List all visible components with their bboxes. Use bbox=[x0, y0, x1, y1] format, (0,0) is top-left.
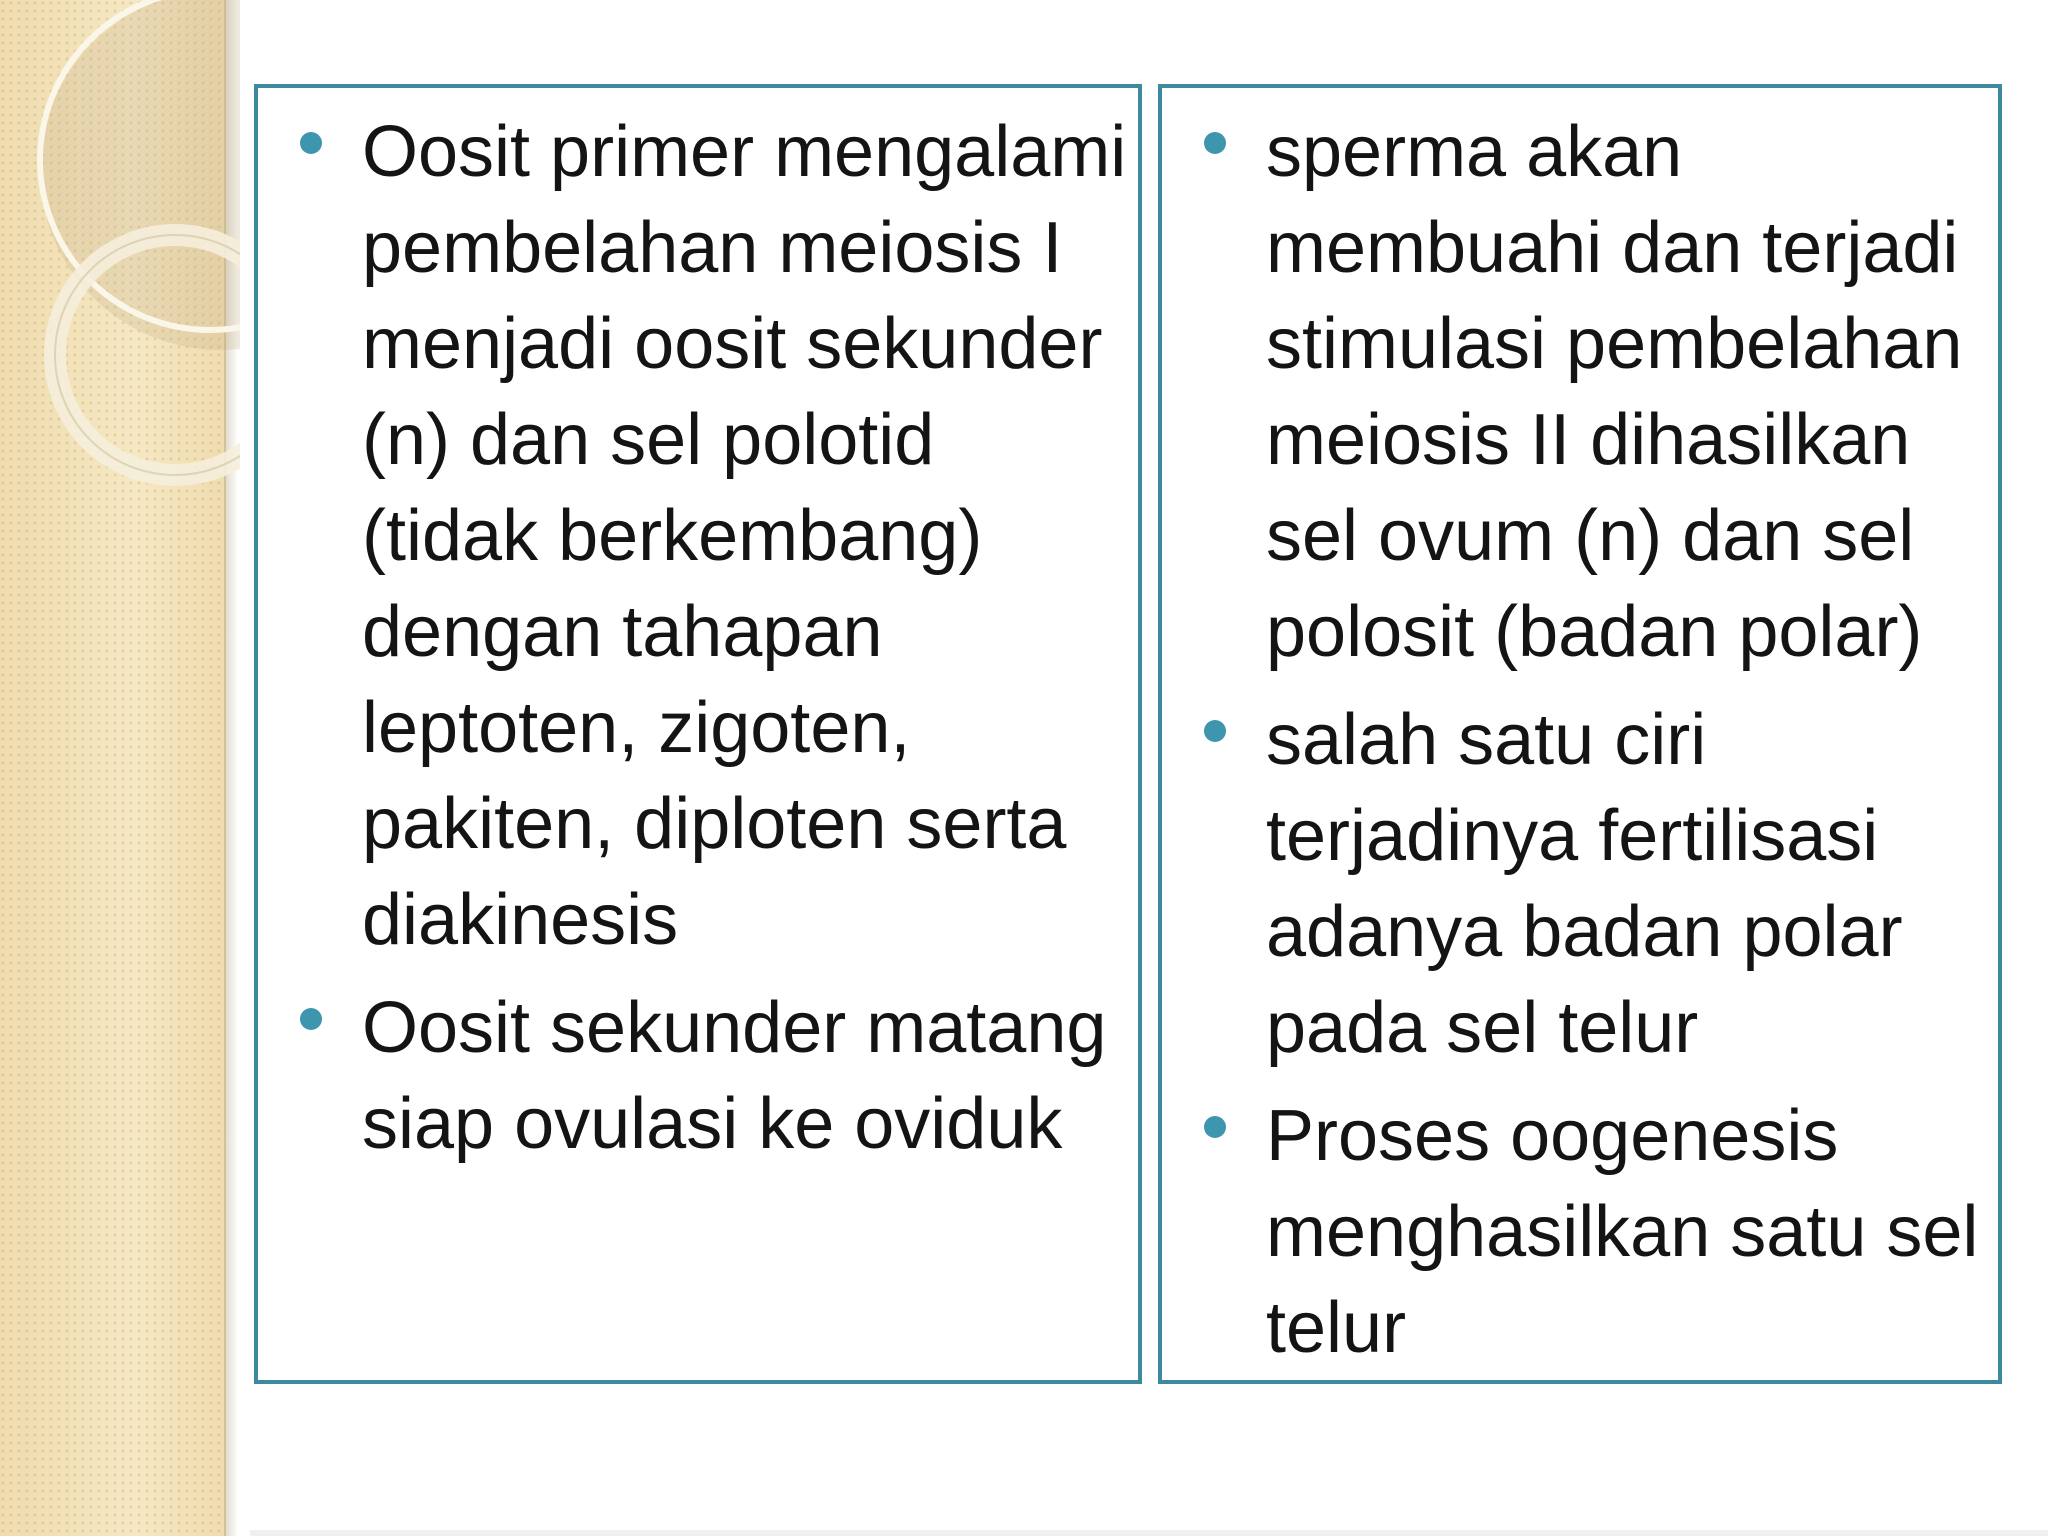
bottom-divider bbox=[250, 1530, 2048, 1536]
bullet-dot-icon bbox=[300, 132, 322, 154]
right-bullet-list bbox=[1162, 104, 1998, 1388]
bullet-dot-icon bbox=[1204, 1116, 1226, 1138]
list-item bbox=[1162, 1088, 1998, 1376]
left-content-box bbox=[254, 84, 1142, 1384]
bullet-text: Oosit sekunder matang siap ovulasi ke oviduk bbox=[362, 988, 1107, 1164]
left-bullet-list bbox=[258, 104, 1138, 1184]
bullet-text: salah satu ciri terjadinya fertilisasi adanya badan polar pada sel telur bbox=[1266, 700, 1903, 1068]
list-item bbox=[1162, 104, 1998, 680]
bullet-dot-icon bbox=[300, 1008, 322, 1030]
list-item bbox=[258, 104, 1138, 968]
bullet-text: Proses oogenesis menghasilkan satu sel telur bbox=[1266, 1096, 1979, 1368]
list-item bbox=[1162, 692, 1998, 1076]
bullet-dot-icon bbox=[1204, 720, 1226, 742]
list-item bbox=[258, 980, 1138, 1172]
bullet-text: Oosit primer mengalami pembelahan meiosis I menjadi oosit sekunder (n) dan sel polotid (tidak berkembang) dengan tahapan leptoten, zigoten, pakiten, diploten serta diakinesis bbox=[362, 112, 1127, 960]
right-content-box bbox=[1158, 84, 2002, 1384]
ring-decoration-icon bbox=[0, 0, 240, 520]
bullet-text: sperma akan membuahi dan terjadi stimulasi pembelahan meiosis II dihasilkan sel ovum (n) dan sel polosit (badan polar) bbox=[1266, 112, 1963, 672]
bullet-dot-icon bbox=[1204, 132, 1226, 154]
